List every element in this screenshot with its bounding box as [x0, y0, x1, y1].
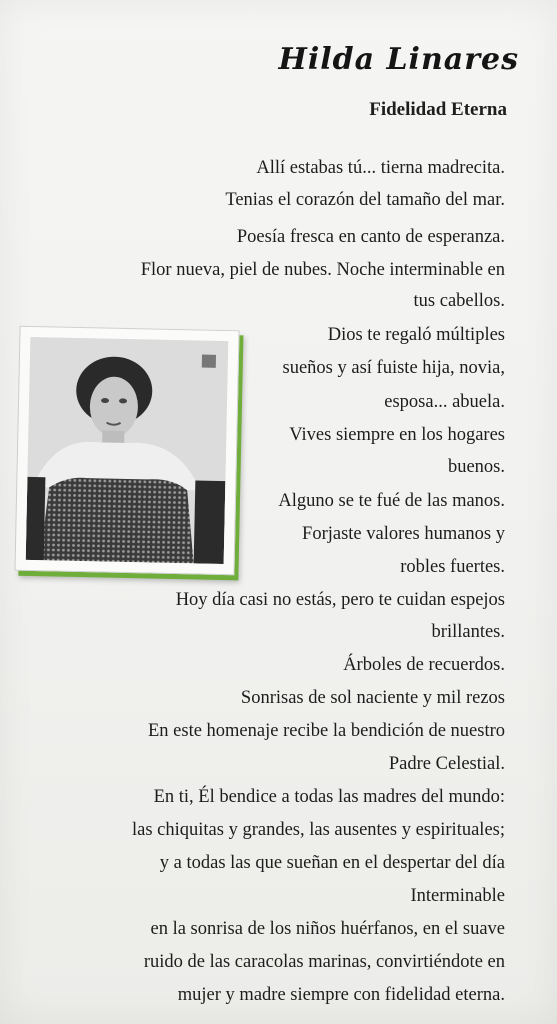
poem-line: mujer y madre siempre con fidelidad eterna.: [177, 985, 505, 1005]
poem-line: brillantes.: [431, 622, 505, 642]
poem-line: Allí estabas tú... tierna madrecita.: [256, 158, 505, 178]
portrait-photo-icon: [26, 337, 229, 564]
poem-line: buenos.: [447, 457, 505, 477]
poem-line: esposa... abuela.: [384, 392, 505, 412]
poem-line: Vives siempre en los hogares: [289, 425, 505, 445]
poem-line: Forjaste valores humanos y: [302, 524, 505, 544]
poem-line: Hoy día casi no estás, pero te cuidan espejos: [175, 590, 505, 610]
poem-line: en la sonrisa de los niños huérfanos, en el suave: [150, 919, 505, 939]
poem-line: Árboles de recuerdos.: [343, 655, 505, 675]
poem-line: En este homenaje recibe la bendición de nuestro: [147, 721, 505, 741]
poem-line: Dios te regaló múltiples: [327, 325, 505, 345]
author-name: Hilda Linares: [278, 42, 519, 77]
poem-line: Alguno se te fué de las manos.: [278, 491, 505, 511]
poem-line: Padre Celestial.: [388, 754, 505, 774]
poem-line: ruido de las caracolas marinas, convirtiéndote en: [143, 952, 505, 972]
poem-line: las chiquitas y grandes, las ausentes y espirituales;: [132, 820, 505, 840]
portrait-photo-frame: [14, 326, 239, 576]
poem-line: sueños y así fuiste hija, novia,: [282, 358, 505, 378]
portrait-photo: [26, 337, 229, 564]
poem-line: En ti, Él bendice a todas las madres del mundo:: [153, 787, 505, 807]
poem-line: Poesía fresca en canto de esperanza.: [236, 227, 505, 247]
poem-line: Tenias el corazón del tamaño del mar.: [225, 190, 505, 210]
poem-line: tus cabellos.: [413, 291, 505, 311]
poem-line: y a todas las que sueñan en el despertar del día: [159, 853, 505, 873]
poem-line: Interminable: [410, 886, 505, 906]
poem-title: Fidelidad Eterna: [369, 99, 507, 120]
poem-line: robles fuertes.: [400, 557, 505, 577]
poem-line: Sonrisas de sol naciente y mil rezos: [240, 688, 505, 708]
poem-line: Flor nueva, piel de nubes. Noche interminable en: [140, 260, 505, 280]
